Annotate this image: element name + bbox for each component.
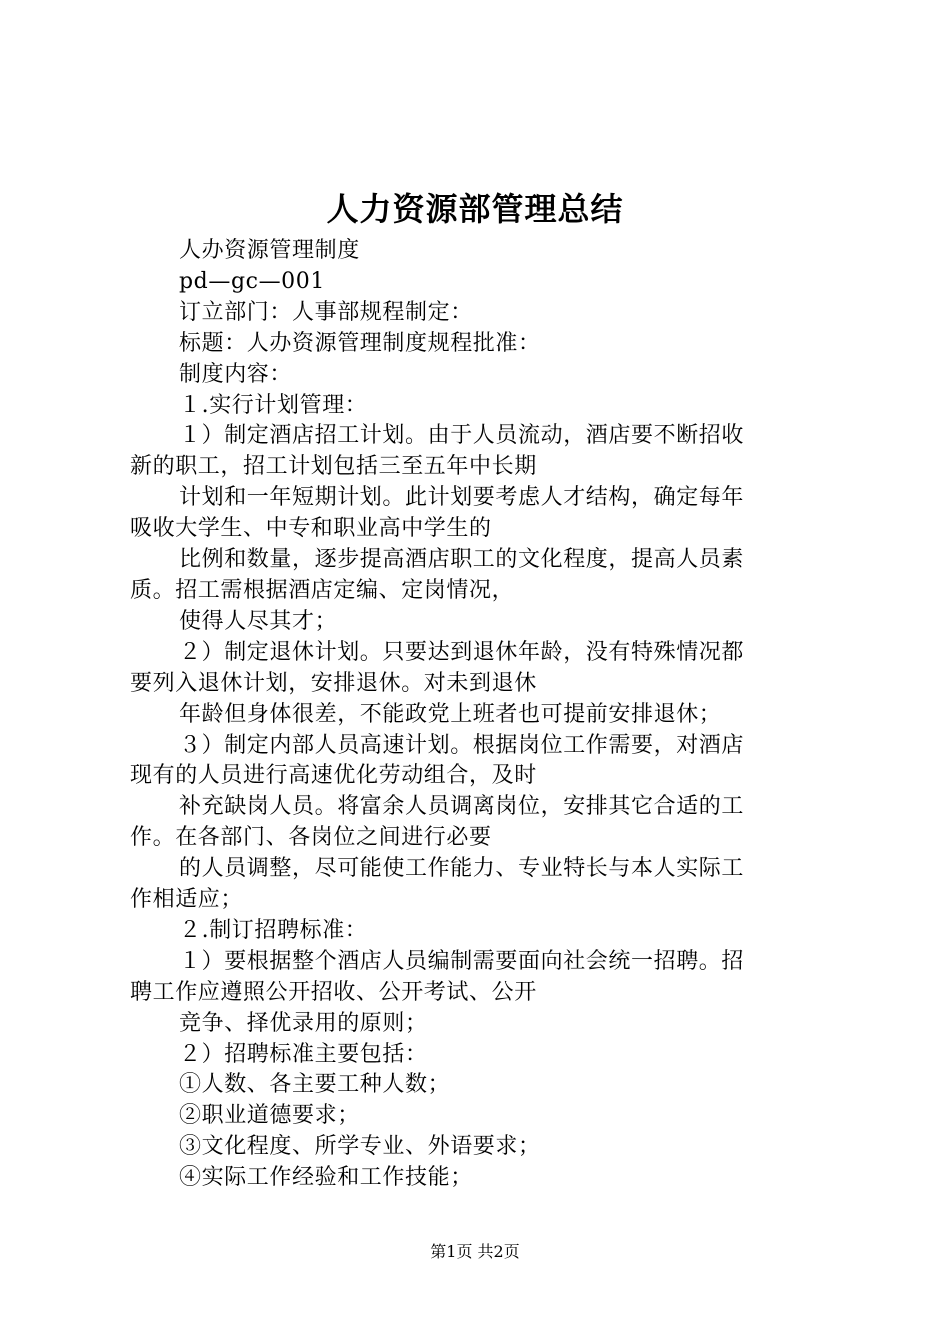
body-line: 计划和一年短期计划。此计划要考虑人才结构，确定每年 [179,485,745,511]
body-line: １.实行计划管理： [179,392,368,418]
body-line: 订立部门：人事部规程制定： [179,299,473,325]
body-line: ２）制定退休计划。只要达到退休年龄，没有特殊情况都 [179,639,745,665]
body-line: 标题：人办资源管理制度规程批准： [179,330,541,356]
body-line: 人办资源管理制度 [179,238,360,263]
body-line: 作。在各部门、各岗位之间进行必要 [130,825,492,851]
body-line: 质。招工需根据酒店定编、定岗情况， [130,577,515,603]
body-line: ２.制订招聘标准： [179,917,368,943]
body-line: １）要根据整个酒店人员编制需要面向社会统一招聘。招 [179,948,745,974]
page-footer: 第1页 共2页 [430,1242,520,1261]
page-title: 人力资源部管理总结 [326,190,624,228]
body-line: 补充缺岗人员。将富余人员调离岗位，安排其它合适的工 [179,794,745,820]
body-line: 比例和数量，逐步提高酒店职工的文化程度，提高人员素 [179,547,745,573]
body-line: 要列入退休计划，安排退休。对未到退休 [130,670,537,696]
body-line: ④实际工作经验和工作技能； [179,1165,473,1191]
body-line: 竞争、择优录用的原则； [179,1010,428,1036]
body-line: ①人数、各主要工种人数； [179,1072,451,1098]
body-line: 制度内容： [179,361,293,387]
body-line: 现有的人员进行高速优化劳动组合，及时 [130,763,537,789]
body-line: ②职业道德要求； [179,1103,360,1129]
body-line: 年龄但身体很差，不能政党上班者也可提前安排退休； [179,701,722,727]
body-line: 作相适应； [130,887,244,913]
body-line: pd—gc—001 [179,268,325,294]
body-line: 吸收大学生、中专和职业高中学生的 [130,516,492,542]
body-line: 的人员调整，尽可能使工作能力、专业特长与本人实际工 [179,856,745,882]
body-line: ③文化程度、所学专业、外语要求； [179,1134,541,1160]
body-line: １）制定酒店招工计划。由于人员流动，酒店要不断招收 [179,423,745,449]
body-line: 新的职工，招工计划包括三至五年中长期 [130,454,537,480]
body-line: 使得人尽其才； [179,608,338,634]
document-body [130,236,830,1194]
body-line: ２）招聘标准主要包括： [179,1041,428,1067]
body-line: ３）制定内部人员高速计划。根据岗位工作需要，对酒店 [179,732,745,758]
body-line: 聘工作应遵照公开招收、公开考试、公开 [130,979,537,1005]
